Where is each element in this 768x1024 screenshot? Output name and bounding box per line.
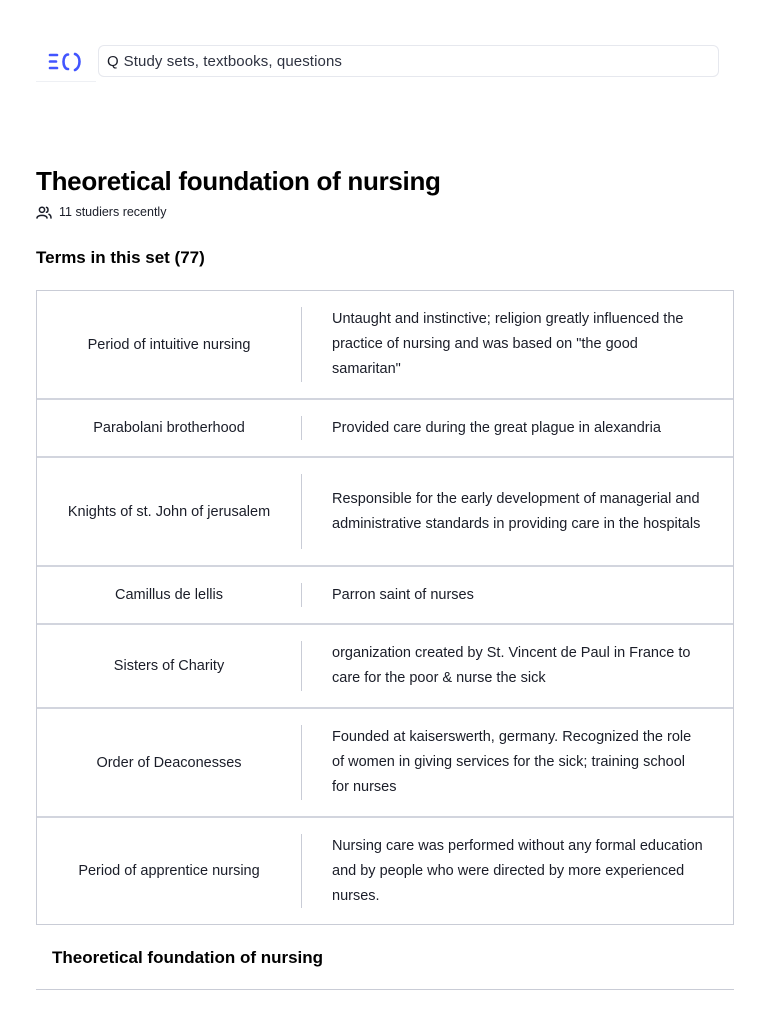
terms-list xyxy=(36,290,734,925)
term-card[interactable] xyxy=(37,625,733,709)
users-icon xyxy=(36,206,52,219)
footer-divider xyxy=(36,989,734,990)
term-text: Period of apprentice nursing xyxy=(78,863,260,879)
term-text: Camillus de lellis xyxy=(115,587,223,603)
definition-text: Nursing care was performed without any formal education and by people who were directed by more experienced nurses. xyxy=(332,837,703,904)
page-title: Theoretical foundation of nursing xyxy=(36,166,441,196)
logo[interactable] xyxy=(36,46,96,82)
term-card[interactable] xyxy=(37,709,733,818)
term-text: Period of intuitive nursing xyxy=(87,336,251,353)
definition-text: organization created by St. Vincent de Paul in France to care for the poor & nurse the sick xyxy=(332,645,691,686)
search-placeholder: Study sets, textbooks, questions xyxy=(123,52,342,70)
term-text: Order of Deaconesses xyxy=(96,754,242,771)
term-card[interactable] xyxy=(37,567,733,625)
search-bar[interactable] xyxy=(98,45,719,77)
top-header xyxy=(0,0,768,96)
definition-text: Provided care during the great plague in alexandria xyxy=(332,419,661,436)
definition-text: Founded at kaiserswerth, germany. Recognized the role of women in giving services for the sick; training school for nurses xyxy=(332,729,692,795)
definition-text: Untaught and instinctive; religion greatly influenced the practice of nursing and was based on "the good samaritan" xyxy=(332,311,684,377)
term-card[interactable] xyxy=(37,291,733,400)
footer-set-title[interactable]: Theoretical foundation of nursing xyxy=(52,948,324,967)
term-text: Sisters of Charity xyxy=(113,658,225,674)
term-text: Parabolani brotherhood xyxy=(93,420,245,436)
definition-text: Responsible for the early development of managerial and administrative standards in providing care in the hospitals xyxy=(332,490,701,532)
studiers-count xyxy=(36,205,166,219)
search-icon: Q xyxy=(107,52,119,70)
terms-heading: Terms in this set (77) xyxy=(36,248,205,267)
quizlet-logo-icon xyxy=(48,50,84,74)
term-card[interactable] xyxy=(37,458,733,567)
term-text: Knights of st. John of jerusalem xyxy=(67,503,271,520)
definition-text: Parron saint of nurses xyxy=(332,586,474,603)
term-card[interactable] xyxy=(37,400,733,458)
term-card[interactable] xyxy=(37,818,733,925)
studiers-text: 11 studiers recently xyxy=(59,205,167,219)
